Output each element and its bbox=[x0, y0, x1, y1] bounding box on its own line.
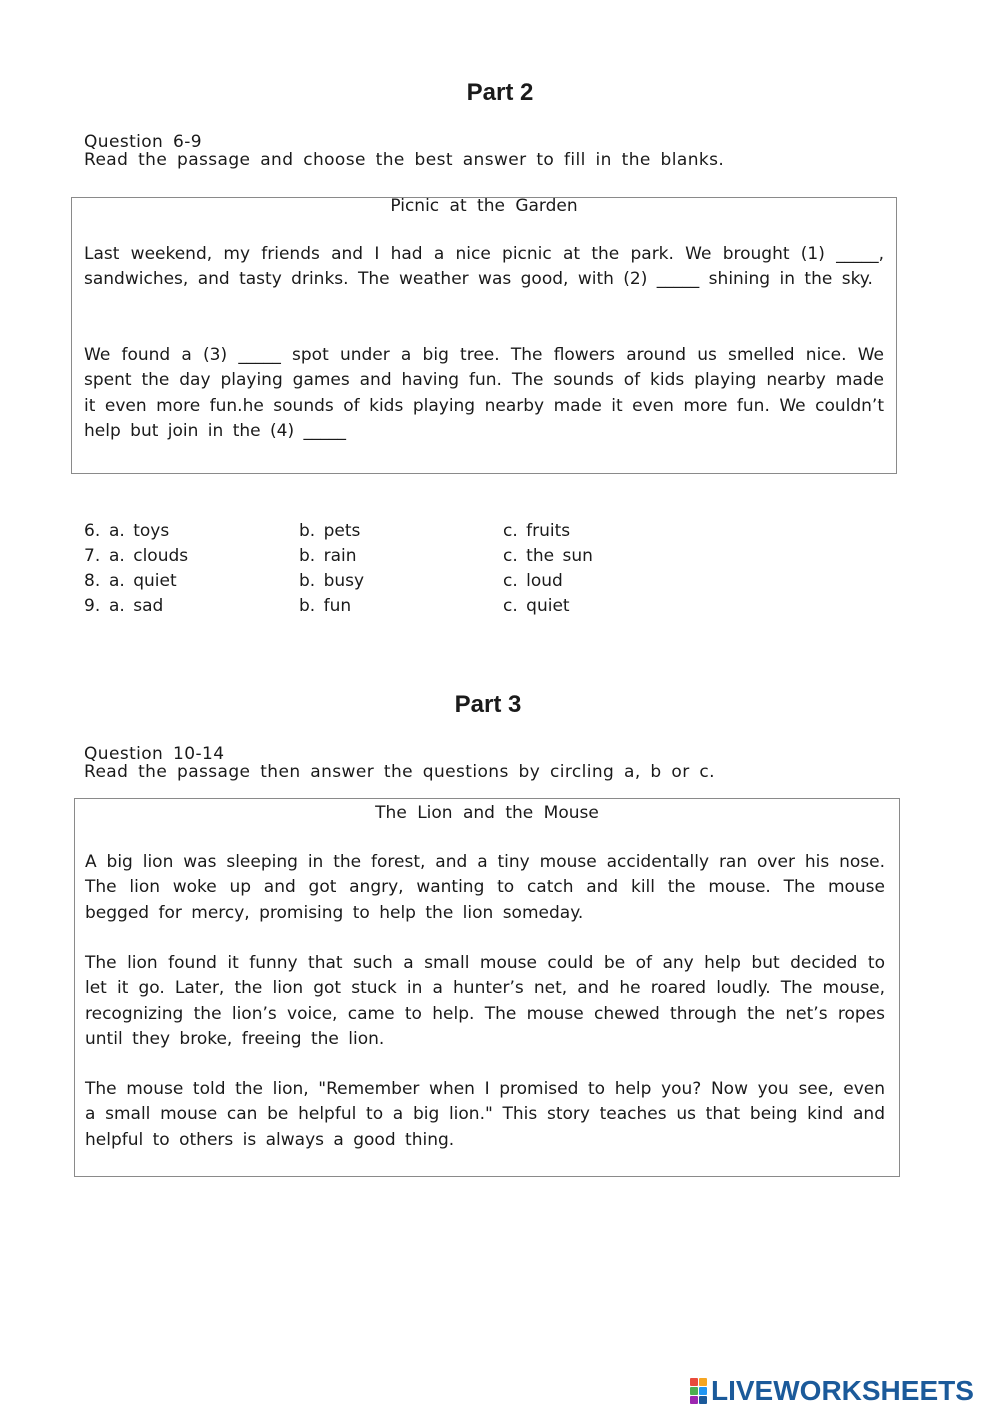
option-b[interactable]: b. pets bbox=[299, 521, 361, 541]
option-b[interactable]: b. fun bbox=[299, 596, 352, 616]
option-c[interactable]: c. fruits bbox=[503, 521, 571, 541]
passage-paragraph: A big lion was sleeping in the forest, and a tiny mouse accidentally ran over his nose. The lion woke up and got angry, wanting to catch and kill the mouse. The mouse begged for mercy, promising to help the lion someday. bbox=[85, 852, 885, 923]
liveworksheets-logo-icon bbox=[690, 1378, 707, 1404]
passage-title: The Lion and the Mouse bbox=[375, 803, 599, 823]
question-number: 8. bbox=[84, 571, 101, 591]
passage-paragraph: The mouse told the lion, "Remember when I promised to help you? Now you see, even a small mouse can be helpful to a big lion." This story teaches us that being kind and helpful to others is always a good thing. bbox=[85, 1079, 885, 1150]
question-label: Question 6-9 bbox=[84, 132, 203, 152]
part-3-title: Part 3 bbox=[454, 691, 522, 718]
passage-paragraph: Last weekend, my friends and I had a nice picnic at the park. We brought (1) _____, sandwiches, and tasty drinks. The weather was good, with (2) _____ shining in the sky. bbox=[84, 244, 884, 290]
option-a[interactable]: a. sad bbox=[109, 596, 164, 616]
passage-box-lion-mouse bbox=[74, 798, 900, 1177]
option-a[interactable]: a. clouds bbox=[109, 546, 189, 566]
question-instruction: Read the passage then answer the questions by circling a, b or c. bbox=[84, 762, 715, 782]
answer-row-9 bbox=[84, 596, 684, 621]
answer-row-7 bbox=[84, 546, 684, 571]
part-2-title: Part 2 bbox=[466, 79, 534, 106]
option-c[interactable]: c. the sun bbox=[503, 546, 593, 566]
option-a[interactable]: a. toys bbox=[109, 521, 170, 541]
passage-paragraph: We found a (3) _____ spot under a big tree. The flowers around us smelled nice. We spent the day playing games and having fun. The sounds of kids playing nearby made it even more fun.he sounds of kids playing nearby made it even more fun. We couldn’t help but join in the (4) _____ bbox=[84, 345, 884, 441]
question-label: Question 10-14 bbox=[84, 744, 225, 764]
option-c[interactable]: c. quiet bbox=[503, 596, 570, 616]
answer-row-8 bbox=[84, 571, 684, 596]
passage-paragraph: The lion found it funny that such a small mouse could be of any help but decided to let it go. Later, the lion got stuck in a hunter’s net, and he roared loudly. The mouse, recognizing the lion’s voice, came to help. The mouse chewed through the net’s ropes until they broke, freeing the lion. bbox=[85, 953, 885, 1049]
answer-row-6 bbox=[84, 521, 684, 546]
question-number: 7. bbox=[84, 546, 101, 566]
question-number: 6. bbox=[84, 521, 101, 541]
liveworksheets-logo bbox=[690, 1374, 990, 1408]
option-b[interactable]: b. busy bbox=[299, 571, 365, 591]
question-instruction: Read the passage and choose the best answer to fill in the blanks. bbox=[84, 150, 725, 170]
option-b[interactable]: b. rain bbox=[299, 546, 357, 566]
option-c[interactable]: c. loud bbox=[503, 571, 563, 591]
question-number: 9. bbox=[84, 596, 101, 616]
passage-box-picnic bbox=[71, 197, 897, 474]
option-a[interactable]: a. quiet bbox=[109, 571, 177, 591]
passage-title: Picnic at the Garden bbox=[390, 196, 578, 216]
liveworksheets-logo-text: LIVEWORKSHEETS bbox=[711, 1375, 974, 1406]
